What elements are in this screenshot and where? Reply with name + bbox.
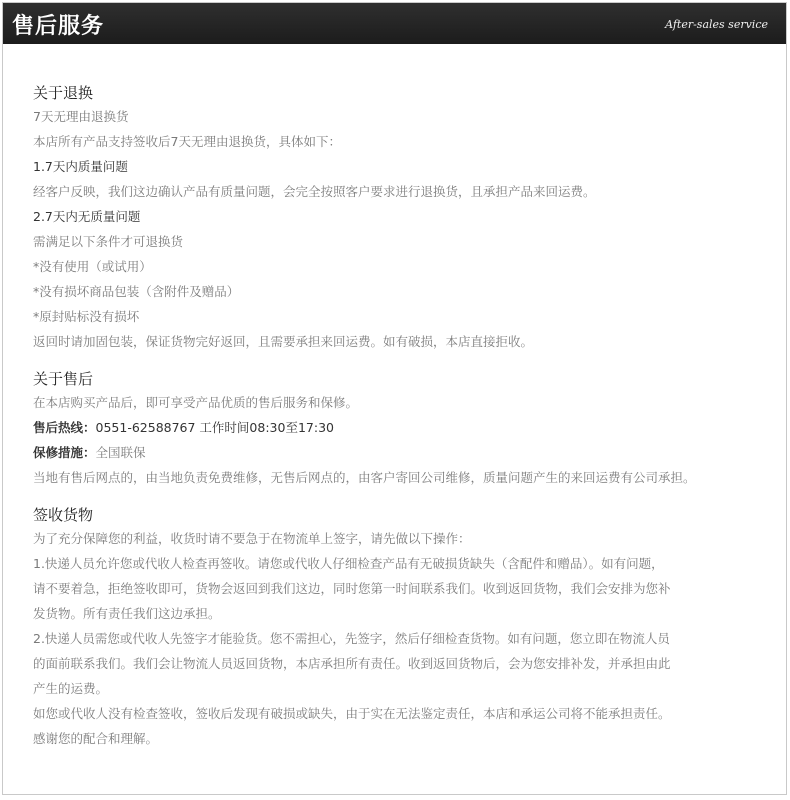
aftersales-intro: 在本店购买产品后，即可享受产品优质的售后服务和保修。 (33, 395, 359, 410)
aftersales-note: 当地有售后网点的，由当地负责免费维修，无售后网点的，由客户寄回公司维修，质量问题产生的来回运费有公司承担。 (33, 470, 696, 485)
returns-line: 经客户反映，我们这边确认产品有质量问题，会完全按照客户要求进行退换货，且承担产品来回运费。 (33, 184, 596, 199)
returns-condition: *没有使用（或试用） (33, 259, 152, 274)
receiving-line: 发货物。所有责任我们这边承担。 (33, 606, 221, 621)
section-title-returns: 关于退换 (33, 84, 94, 102)
receiving-line: 如您或代收人没有检查签收，签收后发现有破损或缺失，由于实在无法鉴定责任，本店和承运公司将不能承担责任。 (33, 706, 671, 721)
returns-line: 需满足以下条件才可退换货 (33, 234, 184, 249)
page-title: 售后服务 (12, 14, 105, 39)
returns-condition: *没有损坏商品包装（含附件及赠品） (33, 284, 240, 299)
hotline-label: 售后热线： (33, 420, 96, 435)
receiving-line: 产生的运费。 (33, 681, 109, 696)
section-title-aftersales: 关于售后 (33, 370, 94, 388)
receiving-line: 1.快递人员允许您或代收人检查再签收。请您或代收人仔细检查产品有无破损货缺失（含配件和赠品）。如有问题， (33, 556, 664, 571)
receiving-line: 请不要着急，拒绝签收即可，货物会返回到我们这边，同时您第一时间联系我们。收到返回货物，我们会安排为您补 (33, 581, 671, 596)
hotline-row (33, 415, 780, 440)
warranty-value: 全国联保 (95, 445, 146, 460)
returns-section (33, 82, 780, 354)
returns-subheading: 1.7天内质量问题 (33, 159, 128, 174)
returns-condition: *原封贴标没有损坏 (33, 309, 140, 324)
aftersales-section (33, 368, 780, 490)
content (33, 82, 780, 751)
receiving-line: 感谢您的配合和理解。 (33, 731, 159, 746)
receiving-line: 的面前联系我们。我们会让物流人员返回货物，本店承担所有责任。收到返回货物后，会为您安排补发，并承担由此 (33, 656, 671, 671)
receiving-section (33, 504, 780, 751)
section-title-receiving: 签收货物 (33, 506, 94, 524)
returns-line: 7天无理由退换货 (33, 109, 129, 124)
header-bar (3, 3, 786, 44)
hotline-value: 0551-62588767 工作时间08:30至17:30 (95, 420, 334, 435)
returns-line: 返回时请加固包装，保证货物完好返回，且需要承担来回运费。如有破损，本店直接拒收。 (33, 334, 534, 349)
receiving-line: 为了充分保障您的利益，收货时请不要急于在物流单上签字，请先做以下操作： (33, 531, 471, 546)
warranty-row (33, 440, 780, 465)
page-subtitle: After-sales service (665, 18, 768, 31)
returns-subheading: 2.7天内无质量问题 (33, 209, 141, 224)
returns-line: 本店所有产品支持签收后7天无理由退换货，具体如下： (33, 134, 341, 149)
receiving-line: 2.快递人员需您或代收人先签字才能验货。您不需担心，先签字，然后仔细检查货物。如有问题，您立即在物流人员 (33, 631, 670, 646)
warranty-label: 保修措施： (33, 445, 96, 460)
